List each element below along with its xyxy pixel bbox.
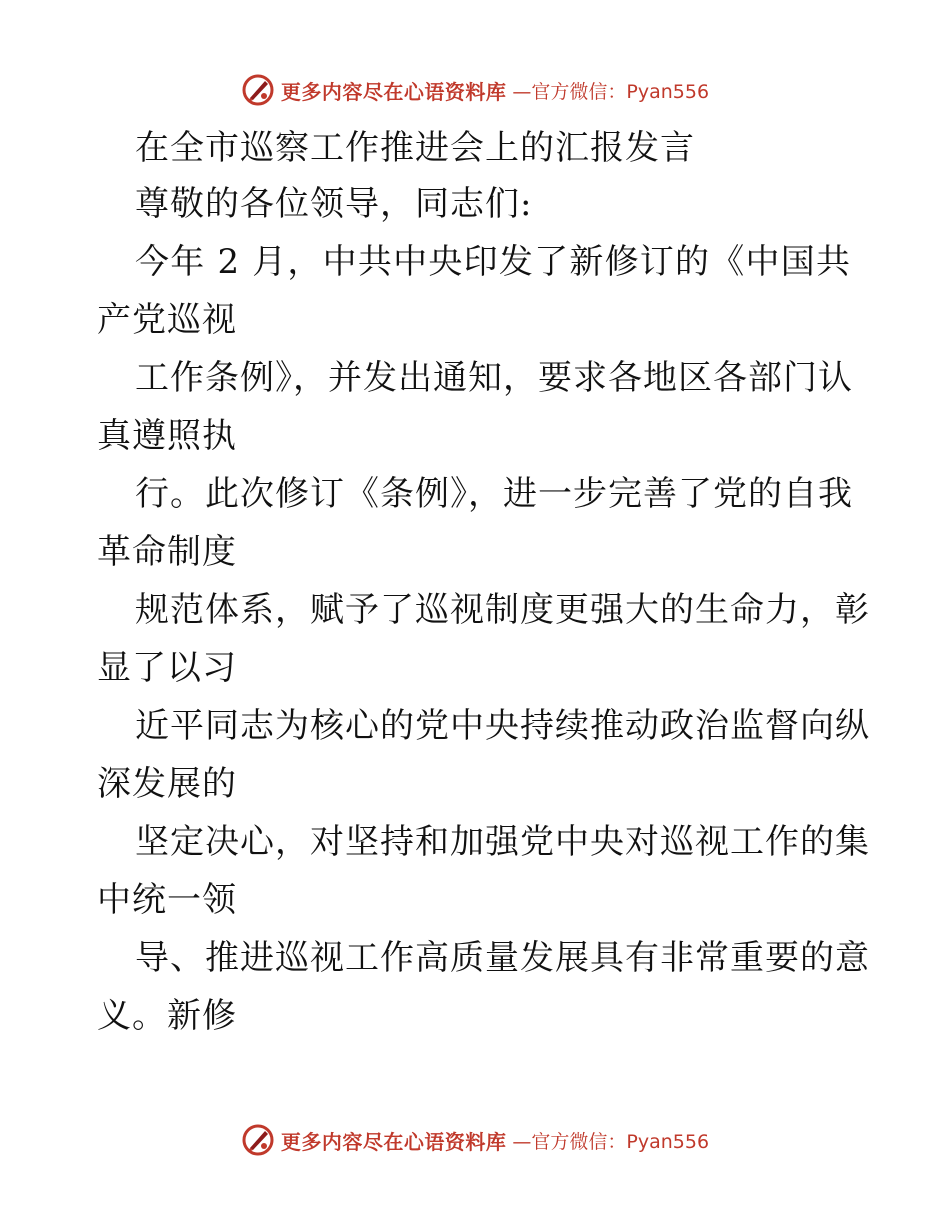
paragraph-line: 工作条例》，并发出通知，要求各地区各部门认 (135, 358, 853, 398)
header-banner (0, 70, 950, 110)
paragraph-line: 近平同志为核心的党中央持续推动政治监督向纵 (135, 706, 870, 746)
banner-title: 更多内容尽在心语资料库 (280, 79, 507, 104)
paragraph-line: 革命制度 (97, 532, 237, 572)
banner-wechat: —官方微信：Pyan556 (512, 80, 710, 103)
paragraph-line: 真遵照执 (97, 416, 237, 456)
document-title: 在全市巡察工作推进会上的汇报发言 (135, 128, 695, 168)
paragraph-line: 义。新修 (97, 996, 237, 1036)
paragraph-line: 规范体系，赋予了巡视制度更强大的生命力，彰 (135, 590, 870, 630)
salutation: 尊敬的各位领导，同志们: (135, 184, 533, 224)
paragraph-line: 中统一领 (97, 880, 237, 920)
paragraph-line: 今年 2 月，中共中央印发了新修订的《中国共 (135, 242, 851, 282)
paragraph-line: 行。此次修订《条例》，进一步完善了党的自我 (135, 474, 853, 514)
paragraph-line: 显了以习 (97, 648, 237, 688)
paragraph-line: 产党巡视 (97, 300, 237, 340)
paragraph-line: 坚定决心，对坚持和加强党中央对巡视工作的集 (135, 822, 870, 862)
quill-logo-icon (241, 1123, 275, 1157)
quill-logo-icon (241, 73, 275, 107)
header-banner-content (241, 73, 709, 107)
footer-banner-content (241, 1123, 709, 1157)
footer-banner (0, 1120, 950, 1160)
banner-title: 更多内容尽在心语资料库 (280, 1129, 507, 1154)
paragraph-line: 导、推进巡视工作高质量发展具有非常重要的意 (135, 938, 870, 978)
paragraph-line: 深发展的 (97, 764, 237, 804)
banner-wechat: —官方微信：Pyan556 (512, 1130, 710, 1153)
